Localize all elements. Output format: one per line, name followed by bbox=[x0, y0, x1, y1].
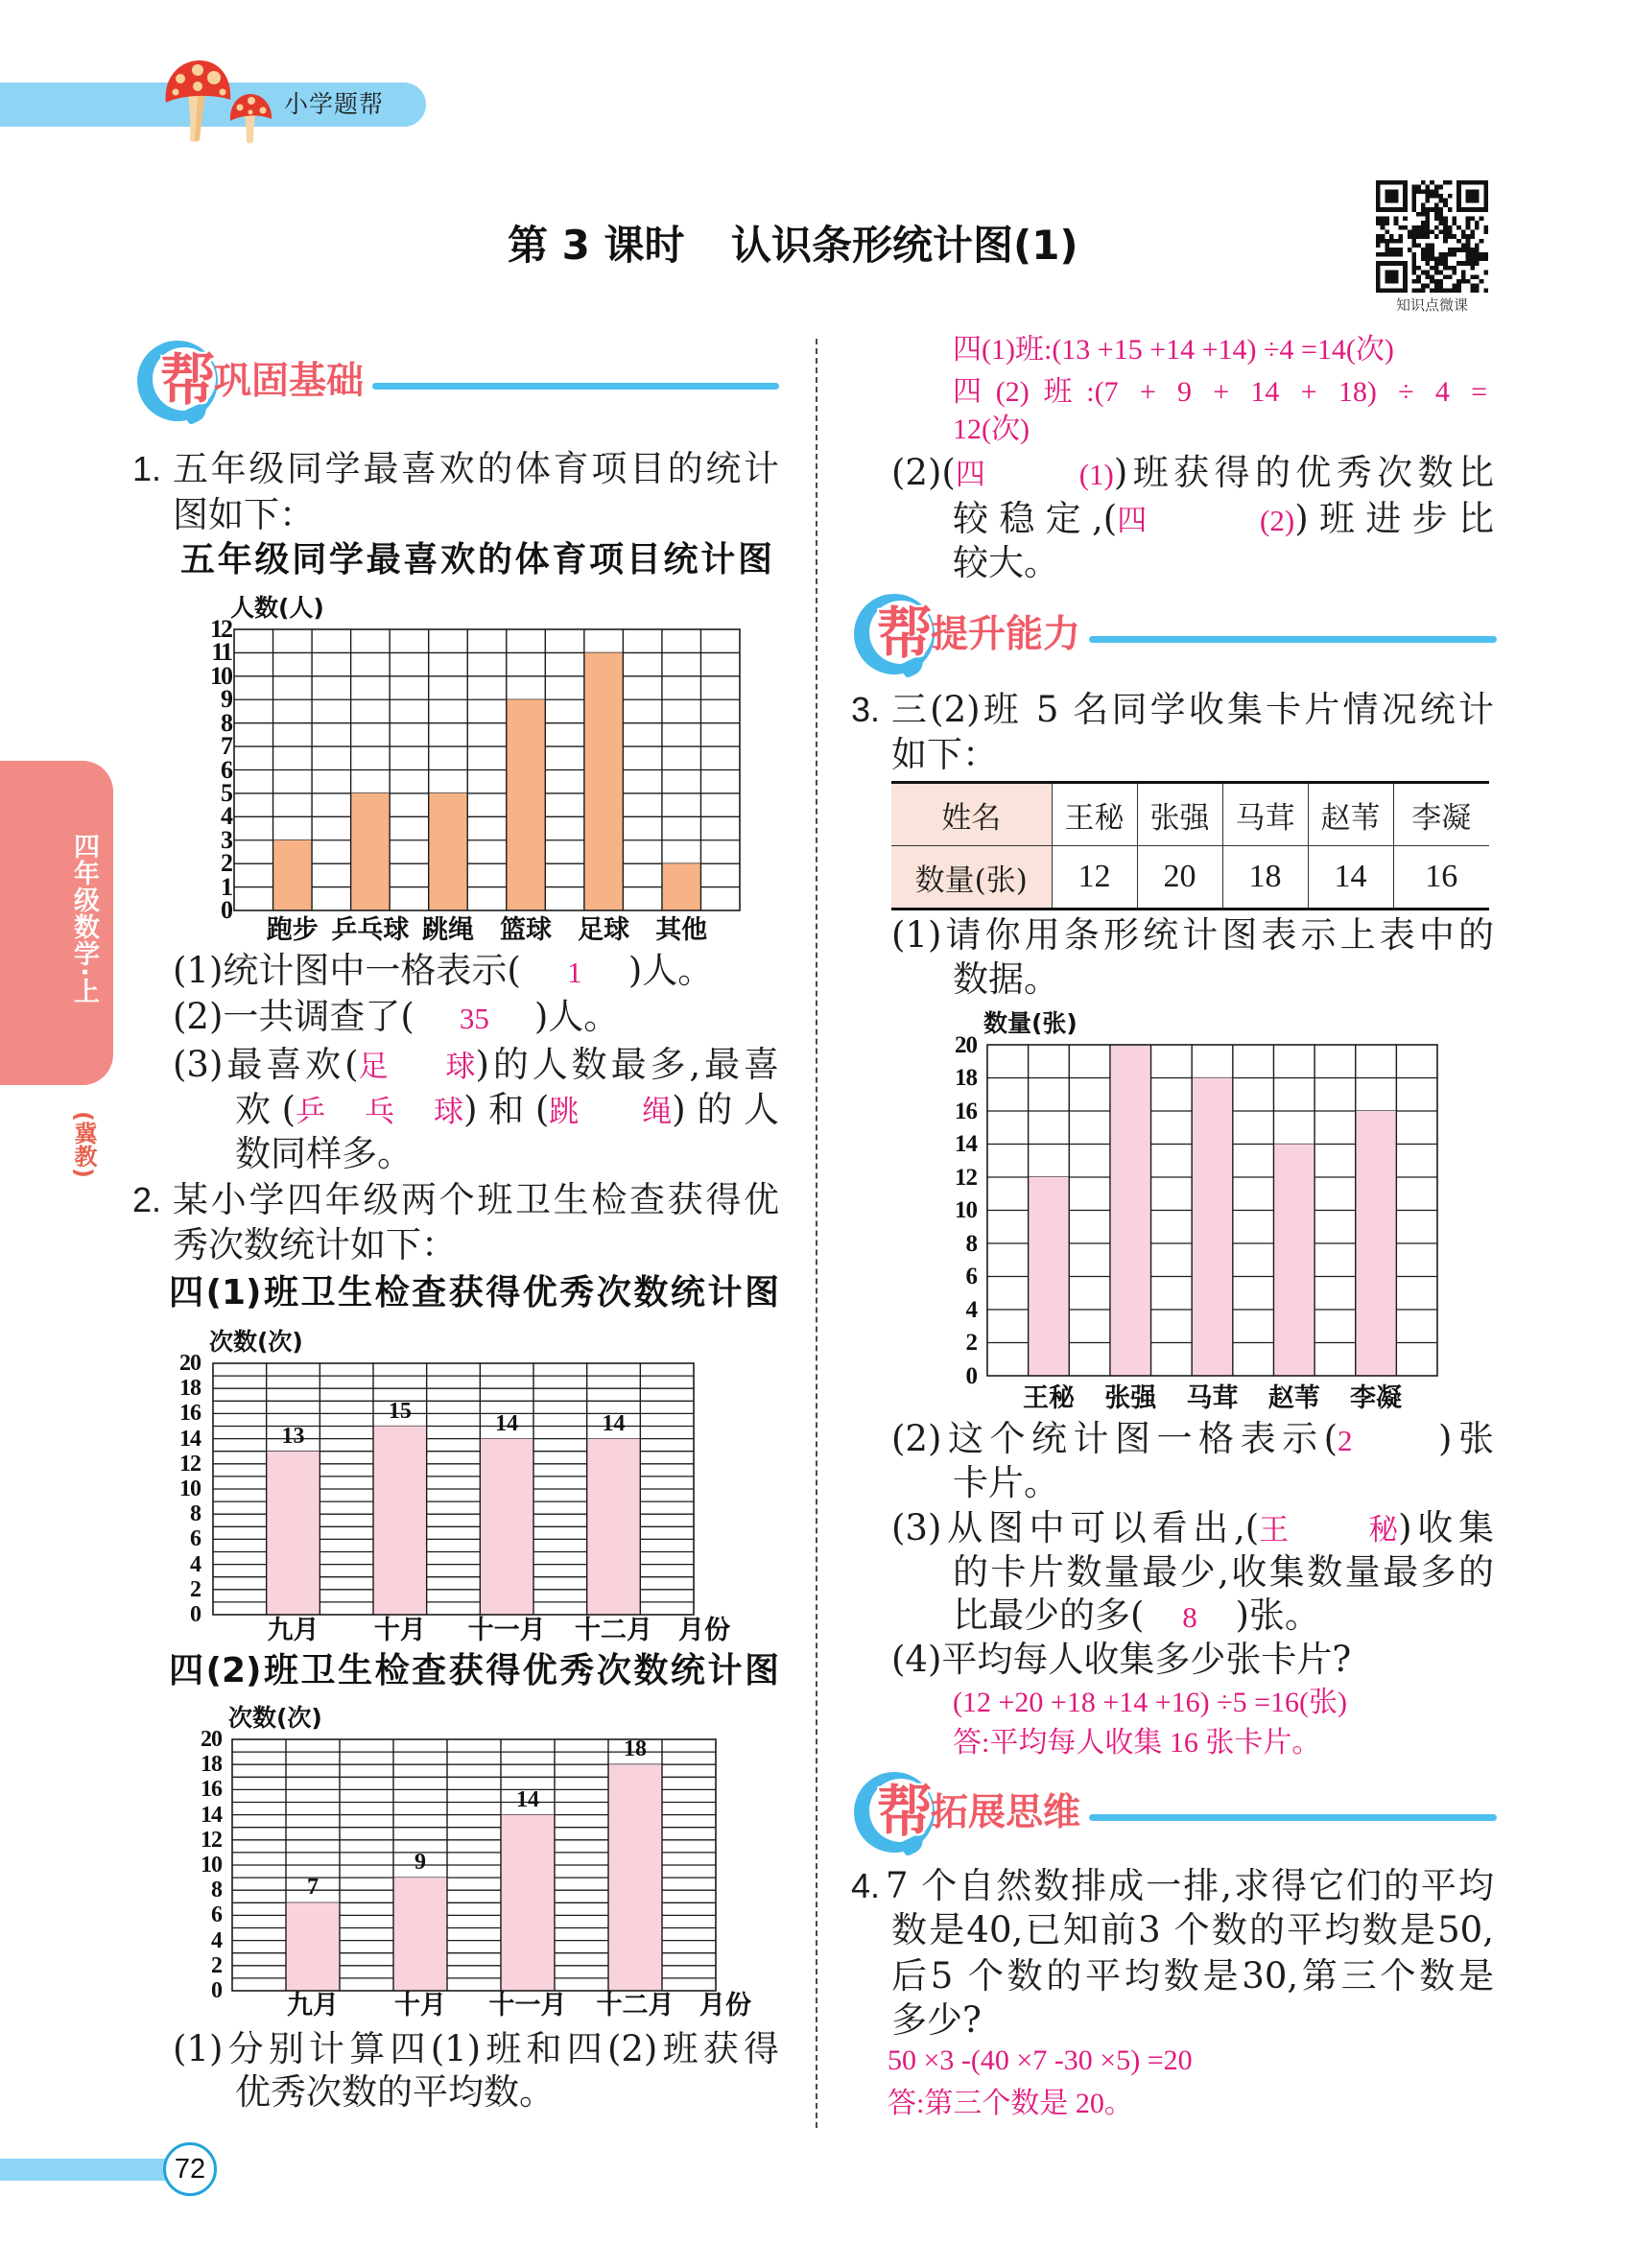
bar bbox=[429, 793, 468, 910]
part-text: )班进步比 bbox=[1294, 498, 1495, 539]
part-label: (1) bbox=[173, 2028, 224, 2069]
category-label: 十二月 bbox=[596, 1991, 675, 2020]
bar bbox=[584, 652, 624, 910]
card-count-table bbox=[891, 781, 1489, 910]
category-label: 其他 bbox=[655, 915, 708, 945]
bar-value-label: 14 bbox=[495, 1410, 519, 1436]
part-label: (4) bbox=[891, 1639, 942, 1680]
question-3-part-3-cont: 的卡片数量最少,收集数量最多的 bbox=[953, 1551, 1494, 1593]
chart-grid bbox=[213, 1363, 694, 1615]
answer-line: 四(1)班:(13 +15 +14 +14) ÷4 =14(次) bbox=[953, 334, 1394, 366]
answer: 王秘 bbox=[1259, 1513, 1399, 1547]
y-tick-label: 2 bbox=[211, 1952, 222, 1978]
part-text: )张 bbox=[1438, 1418, 1495, 1459]
y-tick-label: 12 bbox=[210, 615, 231, 643]
y-tick-label: 8 bbox=[211, 1878, 222, 1903]
y-tick-label: 2 bbox=[190, 1576, 201, 1602]
y-tick-label: 18 bbox=[179, 1376, 201, 1402]
lesson-number: 第 3 课时 bbox=[508, 222, 685, 269]
y-tick-label: 0 bbox=[221, 896, 231, 924]
question-2-number: 2. bbox=[132, 1180, 162, 1219]
bar-value-label: 13 bbox=[281, 1423, 305, 1449]
bar-value-label: 15 bbox=[388, 1398, 412, 1424]
y-tick-label: 5 bbox=[221, 778, 231, 807]
answer: 2 bbox=[1338, 1424, 1353, 1457]
table-cell: 20 bbox=[1137, 846, 1222, 910]
question-3-stem: 如下： bbox=[891, 734, 998, 775]
question-2-part-2-cont bbox=[953, 497, 1494, 541]
part-label: (1) bbox=[891, 914, 942, 956]
y-tick-label: 4 bbox=[221, 802, 231, 831]
bar-value-label: 14 bbox=[516, 1786, 539, 1812]
question-3-part-2 bbox=[891, 1417, 1494, 1461]
chart-grid bbox=[987, 1045, 1437, 1376]
grade-side-tab-label: 四年级数学·上 bbox=[69, 833, 99, 1005]
question-3-number: 3. bbox=[851, 690, 881, 729]
y-tick-label: 6 bbox=[965, 1264, 977, 1289]
question-1-part-3-cont: 数同样多。 bbox=[235, 1133, 413, 1174]
part-label: (2) bbox=[891, 1418, 942, 1459]
chart-class-4-1 bbox=[179, 1328, 730, 1645]
y-axis-label: 数量(张) bbox=[983, 1009, 1077, 1037]
table-cell: 14 bbox=[1308, 846, 1393, 910]
question-1-number: 1. bbox=[132, 449, 162, 488]
category-label: 马茸 bbox=[1186, 1383, 1239, 1413]
bar bbox=[1356, 1111, 1397, 1376]
section-badge: 帮 bbox=[877, 601, 934, 666]
category-label: 十月 bbox=[373, 1616, 426, 1645]
table-row-names bbox=[891, 783, 1489, 846]
y-tick-label: 6 bbox=[211, 1902, 222, 1928]
x-axis-label: 月份 bbox=[678, 1616, 730, 1645]
bar bbox=[393, 1878, 447, 1991]
question-3-part-3-cont bbox=[953, 1594, 1320, 1638]
category-label: 赵苇 bbox=[1267, 1383, 1320, 1413]
bar bbox=[273, 840, 313, 910]
y-tick-label: 6 bbox=[190, 1526, 201, 1552]
question-3-stem: 三(2)班 5 名同学收集卡片情况统计 bbox=[891, 689, 1494, 730]
answer: 8 bbox=[1182, 1600, 1197, 1634]
bar bbox=[1110, 1045, 1151, 1376]
y-tick-label: 8 bbox=[190, 1501, 201, 1527]
question-2-stem: 某小学四年级两个班卫生检查获得优 bbox=[173, 1179, 779, 1220]
question-1-part-2 bbox=[173, 995, 619, 1039]
question-1-stem: 图如下： bbox=[173, 494, 315, 535]
y-axis-label: 人数(人) bbox=[230, 594, 324, 622]
answer-line: (12 +20 +18 +14 +16) ÷5 =16(张) bbox=[953, 1687, 1348, 1718]
y-tick-label: 9 bbox=[221, 685, 231, 714]
question-4-stem: 数是40,已知前3 个数的平均数是50, bbox=[891, 1909, 1494, 1950]
chart-grid bbox=[234, 629, 740, 910]
answer: 足球 bbox=[358, 1050, 476, 1083]
part-label: (3) bbox=[173, 1044, 224, 1085]
row-header: 姓名 bbox=[891, 783, 1052, 846]
part-label: (3) bbox=[891, 1507, 942, 1548]
chart-title: 四(2)班卫生检查获得优秀次数统计图 bbox=[169, 1651, 779, 1690]
question-2-part-2 bbox=[891, 451, 1494, 495]
answer-line: 答:第三个数是 20。 bbox=[888, 2088, 1133, 2119]
part-text: )的人数最多,最喜 bbox=[475, 1044, 780, 1085]
bar bbox=[267, 1452, 320, 1615]
question-2-part-1 bbox=[173, 2027, 779, 2071]
row-header: 数量(张) bbox=[891, 846, 1052, 910]
brand-name: 小学题帮 bbox=[284, 90, 385, 118]
y-tick-label: 2 bbox=[221, 849, 231, 878]
x-axis-label: 月份 bbox=[699, 1991, 751, 2020]
section-title: 提升能力 bbox=[931, 613, 1081, 656]
y-tick-label: 2 bbox=[965, 1330, 977, 1356]
part-text: 分别计算四(1)班和四(2)班获得 bbox=[223, 2028, 779, 2069]
category-label: 王秘 bbox=[1022, 1383, 1075, 1413]
y-tick-label: 20 bbox=[179, 1351, 201, 1376]
part-text: 比最少的多( bbox=[953, 1595, 1145, 1636]
answer-line: 四(2)班:(7 + 9 + 14 + 18) ÷ 4 = bbox=[953, 376, 1487, 408]
y-tick-label: 6 bbox=[221, 755, 231, 784]
y-tick-label: 18 bbox=[955, 1065, 977, 1091]
y-tick-label: 10 bbox=[955, 1197, 977, 1223]
chart-grid bbox=[232, 1736, 716, 1991]
y-tick-label: 14 bbox=[179, 1426, 201, 1452]
question-4-stem: 多少? bbox=[891, 1999, 982, 2041]
part-text: )人。 bbox=[533, 996, 620, 1037]
category-label: 十一月 bbox=[467, 1616, 546, 1645]
chart-card-collection bbox=[955, 1009, 1437, 1413]
category-label: 李凝 bbox=[1350, 1383, 1403, 1413]
chart-class-4-2 bbox=[201, 1704, 751, 2020]
y-tick-label: 18 bbox=[201, 1752, 222, 1778]
section-rule bbox=[372, 383, 779, 390]
answer: 跳绳 bbox=[549, 1095, 673, 1128]
section-rule bbox=[1089, 636, 1497, 643]
y-tick-label: 14 bbox=[201, 1802, 222, 1828]
category-label: 十一月 bbox=[488, 1991, 567, 2020]
question-3-part-3 bbox=[891, 1506, 1494, 1550]
question-3-part-1-cont: 数据。 bbox=[953, 958, 1059, 1000]
section-badge: 帮 bbox=[160, 347, 217, 413]
part-label: (2) bbox=[891, 452, 942, 493]
answer: 四(1) bbox=[955, 458, 1114, 491]
y-tick-label: 16 bbox=[179, 1401, 201, 1427]
y-tick-label: 12 bbox=[201, 1827, 222, 1853]
y-tick-label: 8 bbox=[965, 1230, 977, 1257]
bar-value-label: 7 bbox=[307, 1875, 319, 1901]
part-text: )班获得的优秀次数比 bbox=[1113, 452, 1494, 493]
bar-value-label: 14 bbox=[602, 1410, 626, 1436]
part-text: 较稳定,( bbox=[953, 498, 1118, 539]
part-text: 统计图中一格表示( bbox=[223, 950, 521, 991]
table-row-counts bbox=[891, 846, 1489, 910]
footer-bar bbox=[0, 2159, 168, 2181]
y-axis-label: 次数(次) bbox=[228, 1704, 322, 1732]
answer: 四(2) bbox=[1117, 504, 1295, 537]
part-text: )收集 bbox=[1398, 1507, 1494, 1548]
bar bbox=[662, 863, 701, 910]
y-tick-label: 8 bbox=[221, 708, 231, 737]
bar bbox=[373, 1427, 427, 1616]
bar bbox=[507, 699, 546, 910]
bar-value-label: 9 bbox=[414, 1850, 426, 1876]
question-1-stem: 五年级同学最喜欢的体育项目的统计 bbox=[173, 448, 779, 489]
y-tick-label: 7 bbox=[221, 732, 231, 761]
question-4-stem: 7 个自然数排成一排,求得它们的平均 bbox=[886, 1865, 1494, 1906]
category-label: 十月 bbox=[394, 1991, 446, 2020]
category-label: 十二月 bbox=[575, 1616, 652, 1645]
bar-value-label: 18 bbox=[624, 1736, 647, 1762]
question-2-part-2-cont: 较大。 bbox=[953, 542, 1059, 583]
lesson-topic: 认识条形统计图(1) bbox=[731, 222, 1078, 269]
question-4-stem: 后5 个数的平均数是30,第三个数是 bbox=[891, 1955, 1494, 1996]
section-header-improve bbox=[854, 594, 1094, 680]
y-tick-label: 10 bbox=[210, 661, 231, 690]
category-label: 张强 bbox=[1104, 1383, 1157, 1413]
category-label: 跑步 bbox=[266, 915, 319, 945]
answer-line: 12(次) bbox=[953, 413, 1030, 445]
table-cell: 王秘 bbox=[1052, 783, 1137, 846]
section-badge: 帮 bbox=[877, 1779, 934, 1844]
part-text: 这个统计图一格表示( bbox=[941, 1418, 1338, 1459]
y-tick-label: 20 bbox=[955, 1031, 977, 1058]
bar bbox=[1273, 1145, 1314, 1377]
question-4-number: 4. bbox=[851, 1866, 881, 1905]
question-1-part-3-cont bbox=[235, 1088, 779, 1132]
part-text: 平均每人收集多少张卡片? bbox=[941, 1639, 1352, 1680]
y-tick-label: 14 bbox=[955, 1131, 977, 1157]
part-text: )和( bbox=[463, 1089, 550, 1130]
y-tick-label: 12 bbox=[955, 1164, 977, 1191]
category-label: 乒乓球 bbox=[331, 915, 410, 945]
table-cell: 16 bbox=[1393, 846, 1489, 910]
question-3-part-1 bbox=[891, 913, 1494, 957]
part-text: 最喜欢( bbox=[223, 1044, 359, 1085]
bar bbox=[587, 1439, 641, 1615]
category-label: 篮球 bbox=[500, 915, 553, 945]
question-3-part-4 bbox=[891, 1638, 1351, 1682]
category-label: 九月 bbox=[267, 1616, 320, 1645]
answer: 乒乓球 bbox=[296, 1095, 464, 1128]
part-label: (2) bbox=[173, 996, 224, 1037]
category-label: 跳绳 bbox=[421, 915, 474, 945]
table-cell: 12 bbox=[1052, 846, 1137, 910]
part-text: )张。 bbox=[1235, 1595, 1320, 1636]
y-tick-label: 10 bbox=[179, 1477, 201, 1501]
y-tick-label: 0 bbox=[190, 1602, 201, 1627]
chart-title: 四(1)班卫生检查获得优秀次数统计图 bbox=[169, 1273, 779, 1312]
bar bbox=[1029, 1177, 1070, 1376]
answer-line: 50 ×3 -(40 ×7 -30 ×5) =20 bbox=[888, 2044, 1193, 2076]
y-tick-label: 3 bbox=[221, 825, 231, 854]
part-text: )人。 bbox=[628, 950, 714, 991]
y-tick-label: 11 bbox=[211, 638, 231, 667]
y-tick-label: 12 bbox=[179, 1451, 201, 1477]
chart-sports-preference bbox=[210, 594, 740, 945]
column-divider bbox=[816, 339, 817, 2128]
section-rule bbox=[1089, 1814, 1497, 1821]
y-tick-label: 1 bbox=[221, 872, 231, 901]
table-cell: 18 bbox=[1222, 846, 1308, 910]
section-header-basic bbox=[137, 341, 377, 427]
part-text: 请你用条形统计图表示上表中的 bbox=[941, 914, 1494, 956]
bar bbox=[351, 793, 391, 910]
y-tick-label: 20 bbox=[201, 1727, 222, 1752]
y-tick-label: 16 bbox=[201, 1777, 222, 1803]
bar bbox=[501, 1815, 555, 1991]
y-tick-label: 4 bbox=[965, 1296, 977, 1323]
question-2-part-1-cont: 优秀次数的平均数。 bbox=[235, 2071, 555, 2113]
edition-label: (冀教) bbox=[70, 1111, 97, 1178]
y-tick-label: 16 bbox=[955, 1098, 977, 1124]
table-cell: 马茸 bbox=[1222, 783, 1308, 846]
category-label: 足球 bbox=[578, 915, 630, 945]
answer-line: 答:平均每人收集 16 张卡片。 bbox=[953, 1727, 1321, 1759]
y-tick-label: 0 bbox=[965, 1362, 977, 1389]
part-text: 从图中可以看出,( bbox=[941, 1507, 1260, 1548]
table-cell: 李凝 bbox=[1393, 783, 1489, 846]
section-title: 拓展思维 bbox=[931, 1791, 1081, 1834]
question-1-part-1 bbox=[173, 949, 713, 993]
part-label: (1) bbox=[173, 950, 224, 991]
bar bbox=[608, 1764, 662, 1991]
y-tick-label: 0 bbox=[211, 1978, 222, 2003]
table-cell: 张强 bbox=[1137, 783, 1222, 846]
chart-title: 五年级同学最喜欢的体育项目统计图 bbox=[180, 540, 772, 579]
part-text: 一共调查了( bbox=[223, 996, 414, 1037]
bar bbox=[480, 1439, 533, 1615]
section-header-extend bbox=[854, 1772, 1094, 1858]
y-tick-label: 4 bbox=[211, 1927, 222, 1953]
question-2-stem: 秀次数统计如下： bbox=[173, 1224, 457, 1265]
answer: 1 bbox=[567, 956, 582, 989]
qr-code-label: 知识点微课 bbox=[1395, 296, 1468, 314]
part-text: )的人 bbox=[672, 1089, 780, 1130]
mushroom-icon bbox=[163, 58, 278, 146]
section-title: 巩固基础 bbox=[214, 360, 365, 403]
question-3-part-2-cont: 卡片。 bbox=[953, 1462, 1059, 1503]
bar bbox=[286, 1902, 340, 1991]
question-1-part-3 bbox=[173, 1043, 779, 1087]
y-axis-label: 次数(次) bbox=[209, 1328, 303, 1356]
y-tick-label: 10 bbox=[201, 1853, 222, 1878]
part-text: 欢( bbox=[235, 1089, 296, 1130]
y-tick-label: 4 bbox=[190, 1551, 201, 1577]
answer: 35 bbox=[459, 1002, 489, 1035]
bar bbox=[1192, 1078, 1233, 1377]
page-number: 72 bbox=[163, 2142, 217, 2196]
table-cell: 赵苇 bbox=[1308, 783, 1393, 846]
part-text: ( bbox=[941, 452, 956, 493]
category-label: 九月 bbox=[287, 1991, 339, 2020]
qr-code-icon bbox=[1375, 180, 1489, 293]
